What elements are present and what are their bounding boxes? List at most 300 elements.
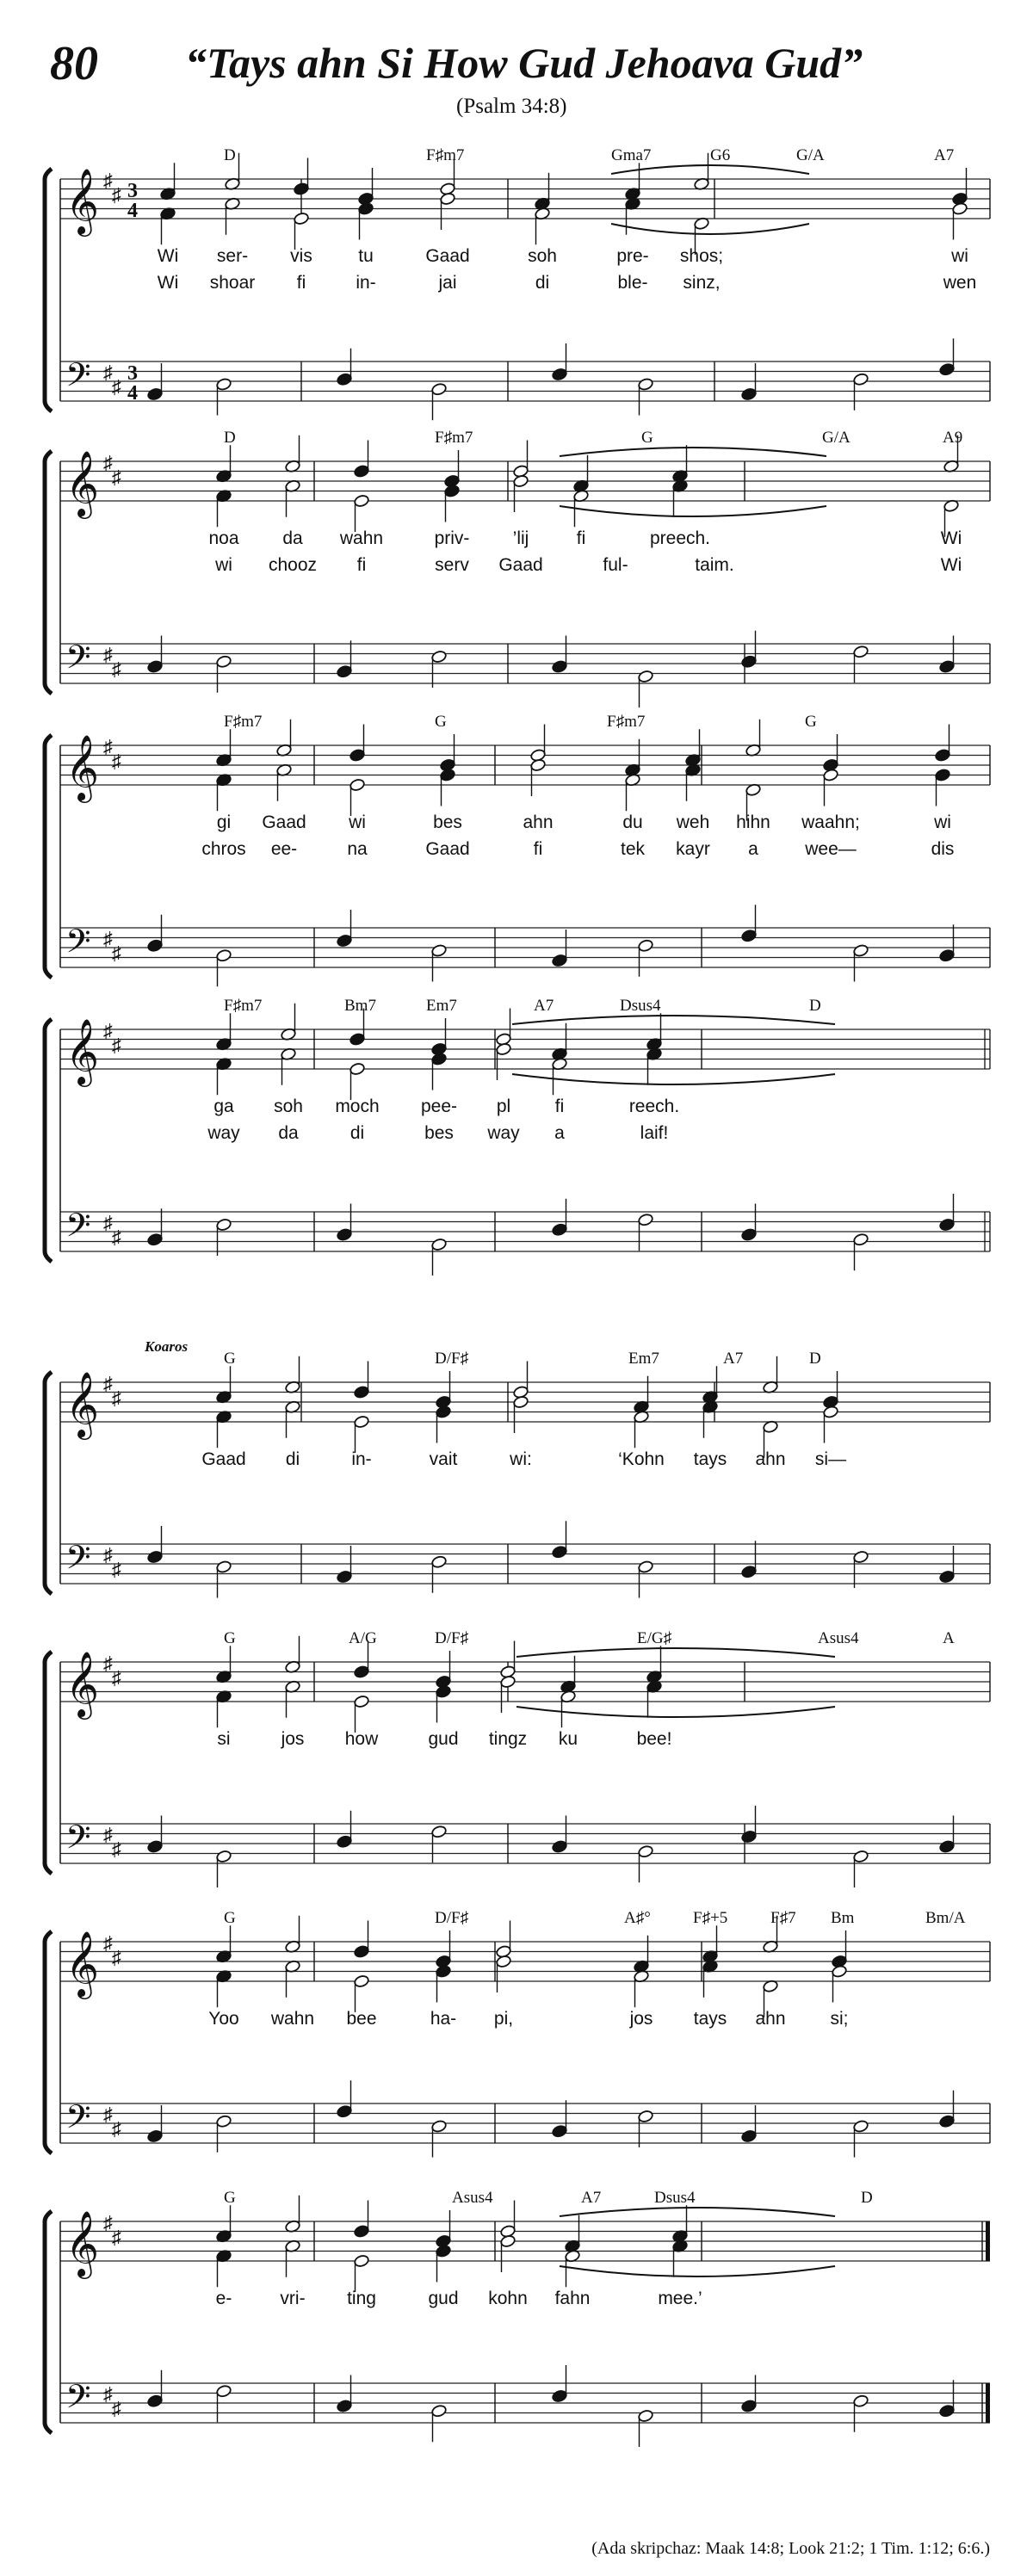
system-4-bass-key-sharp-f: ♯: [103, 1212, 113, 1233]
system-1-melody-note: [294, 182, 310, 196]
system-7-treble-key-sharp-f: ♯: [103, 1932, 113, 1954]
system-8-bass-note: [147, 2394, 164, 2408]
system-8-bass-clef-icon: 𝄢: [65, 2379, 91, 2423]
system-5-lyric-syllable: ‘Kohn: [618, 1449, 665, 1469]
system-3-lyric-syllable: hihn: [736, 812, 770, 832]
system-2-lyric-syllable: Gaad: [498, 555, 543, 575]
system-3-lyric-syllable: dis: [931, 839, 955, 859]
system-5-lyric-syllable: in-: [351, 1449, 372, 1469]
scripture-references: (Ada skripchaz: Maak 14:8; Look 21:2; 1 Tim. 1:12; 6:6.): [591, 2539, 990, 2558]
system-8-lyric-syllable: ting: [347, 2289, 376, 2308]
system-1-bass-note: [552, 368, 568, 381]
treble-time-signature-top: 3: [127, 180, 138, 202]
system-8-chord-symbol: A7: [581, 2189, 602, 2207]
system-4-tie: [512, 1074, 835, 1084]
system-7-lyric-syllable: ha-: [430, 2009, 457, 2029]
system-1-chord-symbol: F♯m7: [426, 146, 465, 164]
system-2-alto-note: [513, 474, 529, 488]
system-4-chord-symbol: D: [809, 997, 821, 1015]
system-7-chord-symbol: Bm/A: [925, 1909, 966, 1927]
system-5-lyric-syllable: di: [285, 1449, 300, 1469]
system-5-chord-symbol: G: [224, 1350, 236, 1368]
system-2-lyric-syllable: wahn: [339, 528, 384, 548]
system-1-chord-symbol: D: [224, 146, 236, 164]
system-7-bass-key-sharp-c: ♯: [112, 2118, 121, 2140]
system-1-lyric-syllable: shos;: [679, 246, 724, 266]
system-1-bass-note: [939, 362, 956, 376]
system-3-chord-symbol: G: [805, 713, 817, 731]
system-2-chord-symbol: D: [224, 429, 236, 447]
system-2-tie: [560, 506, 826, 516]
system-5-bass-key-sharp-f: ♯: [103, 1544, 113, 1566]
system-4-bass-note: [147, 1232, 164, 1246]
system-2-lyric-syllable: fi: [576, 528, 586, 548]
system-7-bass-note: [552, 2124, 568, 2138]
system-6-chord-symbol: A: [943, 1629, 955, 1647]
system-1-lyric-syllable: pre-: [616, 246, 649, 266]
system-6-lyric-syllable: bee!: [636, 1729, 672, 1749]
system-6-tie: [516, 1707, 835, 1717]
system-6-treble-clef-icon: 𝄞: [65, 1653, 100, 1716]
system-7-bass-note: [337, 2104, 353, 2118]
system-3-lyric-syllable: wee—: [805, 839, 857, 859]
system-5-chord-symbol: D/F♯: [435, 1350, 469, 1368]
system-2-treble-key-sharp-c: ♯: [112, 466, 121, 488]
system-3-lyric-syllable: ee-: [270, 839, 298, 859]
system-3-lyric-syllable: du: [622, 812, 643, 832]
system-5-melody-note: [354, 1386, 370, 1399]
system-3-melody-note: [349, 749, 366, 763]
system-7-bass-note: [147, 2129, 164, 2143]
system-2-lyric-syllable: ful-: [603, 555, 628, 575]
system-7-bass-note: [638, 2110, 654, 2123]
system-6-lyric-syllable: si: [217, 1729, 231, 1749]
system-5-lyric-syllable: tays: [693, 1449, 727, 1469]
system-3-bracket: [45, 735, 52, 978]
system-2-bass-key-sharp-f: ♯: [103, 644, 113, 665]
system-8-melody-note: [354, 2225, 370, 2239]
system-8-lyric-syllable: e-: [215, 2289, 232, 2308]
system-1-chord-symbol: G6: [710, 146, 731, 164]
system-8-bass-note: [939, 2404, 956, 2418]
system-2-bass-clef-icon: 𝄢: [65, 639, 91, 683]
system-5-bass-note: [431, 1555, 448, 1569]
system-5-lyric-syllable: si—: [814, 1449, 847, 1469]
system-6-lyric-syllable: tingz: [488, 1729, 528, 1749]
system-1-treble-key-sharp-f: ♯: [103, 170, 113, 191]
system-2-lyric-syllable: da: [282, 528, 303, 548]
system-3-lyric-syllable: ahn: [523, 812, 554, 832]
system-4-bracket: [45, 1019, 52, 1262]
system-4-lyric-syllable: fi: [554, 1096, 565, 1116]
system-2-alto-note: [354, 494, 370, 508]
system-2-lyric-syllable: noa: [208, 528, 239, 548]
system-4-chord-symbol: Dsus4: [620, 997, 661, 1015]
system-8-bass-note: [337, 2400, 353, 2413]
system-3-bass-note: [638, 939, 654, 953]
system-6-bass-note: [552, 1840, 568, 1854]
system-4-lyric-syllable: way: [487, 1123, 520, 1143]
system-2-bass-note: [853, 645, 869, 658]
system-7-bass-note: [939, 2115, 956, 2128]
system-6-lyric-syllable: how: [344, 1729, 379, 1749]
system-2-chord-symbol: F♯m7: [435, 429, 473, 447]
system-4-lyric-syllable: a: [554, 1123, 565, 1143]
system-4-lyric-syllable: pee-: [420, 1096, 458, 1116]
system-3-alto-note: [935, 769, 951, 782]
system-3-chord-symbol: F♯m7: [607, 713, 646, 731]
system-7-treble-key-sharp-c: ♯: [112, 1947, 121, 1968]
system-2-bass-note: [638, 670, 654, 683]
system-4-bass-note: [741, 1228, 758, 1242]
system-5-bass-note: [853, 1550, 869, 1564]
system-1-lyric-syllable: wi: [951, 246, 968, 266]
system-1-bass-note: [741, 387, 758, 401]
system-8-lyric-syllable: mee.’: [658, 2289, 702, 2308]
system-4-lyric-syllable: moch: [335, 1096, 380, 1116]
system-3-bass-key-sharp-c: ♯: [112, 942, 121, 964]
system-4-lyric-syllable: ga: [213, 1096, 234, 1116]
system-6-bass-clef-icon: 𝄢: [65, 1819, 91, 1863]
system-6-bass-note: [939, 1840, 956, 1854]
system-4-chord-symbol: Bm7: [344, 997, 376, 1015]
system-3-lyric-syllable: a: [748, 839, 758, 859]
system-4-lyric-syllable: reech.: [628, 1096, 680, 1116]
system-1-lyric-syllable: soh: [528, 246, 557, 266]
system-1-bass-note: [337, 373, 353, 386]
system-4-lyric-syllable: laif!: [640, 1123, 669, 1143]
system-5-lyric-syllable: Gaad: [201, 1449, 246, 1469]
system-2-tie-upper: [560, 448, 826, 456]
system-5-bass-note: [552, 1545, 568, 1559]
system-1-lyric-syllable: jai: [438, 273, 457, 293]
system-3-lyric-syllable: waahn;: [801, 812, 860, 832]
system-2-lyric-syllable: Wi: [940, 555, 962, 575]
system-1-lyric-syllable: in-: [356, 273, 376, 293]
system-6-chord-symbol: A/G: [349, 1629, 377, 1647]
system-6-alto-note: [436, 1685, 452, 1699]
system-5-chord-symbol: A7: [723, 1350, 744, 1368]
system-4-alto-note: [349, 1062, 366, 1076]
system-2-bass-key-sharp-c: ♯: [112, 658, 121, 680]
system-3-bass-note: [939, 948, 956, 962]
system-1-bass-note: [853, 373, 869, 386]
system-2-lyric-syllable: taim.: [695, 555, 734, 575]
system-3-bass-note: [741, 929, 758, 942]
system-1-lyric-syllable: Wi: [157, 246, 179, 266]
system-4-bass-clef-icon: 𝄢: [65, 1208, 91, 1251]
system-6-bass-note: [337, 1835, 353, 1849]
system-6-chord-symbol: Asus4: [818, 1629, 859, 1647]
system-5-section-label: Koaros: [145, 1338, 189, 1355]
system-8-bass-note: [216, 2384, 232, 2398]
system-1-lyric-syllable: wen: [943, 273, 977, 293]
system-7-bass-clef-icon: 𝄢: [65, 2099, 91, 2143]
system-7-alto-note: [496, 1955, 512, 1968]
system-1-alto-note: [952, 202, 968, 216]
system-7-lyric-syllable: bee: [346, 2009, 377, 2029]
system-4-lyric-syllable: soh: [274, 1096, 303, 1116]
system-3-lyric-syllable: Gaad: [425, 839, 470, 859]
song-subtitle: (Psalm 34:8): [456, 95, 567, 118]
system-1-bass-clef-icon: 𝄢: [65, 357, 91, 401]
system-8-bass-note: [741, 2400, 758, 2413]
system-8-treble-key-sharp-f: ♯: [103, 2212, 113, 2233]
bass-time-signature-bottom: 4: [127, 382, 138, 405]
system-1-lyric-syllable: ser-: [216, 246, 249, 266]
system-1-alto-note: [294, 212, 310, 225]
system-5-bass-clef-icon: 𝄢: [65, 1540, 91, 1584]
system-4-bass-note: [216, 1218, 232, 1232]
system-4-bass-note: [431, 1238, 448, 1251]
system-8-lyric-syllable: kohn: [488, 2289, 528, 2308]
system-4-bass-note: [853, 1232, 869, 1246]
system-2-lyric-syllable: serv: [435, 555, 469, 575]
system-1-bass-note: [431, 382, 448, 396]
song-title: “Tays ahn Si How Gud Jehoava Gud”: [185, 39, 863, 87]
system-4-chord-symbol: Em7: [426, 997, 457, 1015]
system-7-alto-note: [832, 1965, 848, 1979]
system-7-chord-symbol: Bm: [831, 1909, 855, 1927]
system-1-tie: [611, 224, 809, 234]
system-2-alto-note: [444, 485, 461, 498]
system-6-lyric-syllable: jos: [281, 1729, 305, 1749]
system-5-lyric-syllable: vait: [429, 1449, 458, 1469]
system-3-lyric-syllable: chros: [201, 839, 246, 859]
system-8-lyric-syllable: gud: [428, 2289, 459, 2308]
system-3-alto-note: [440, 769, 456, 782]
system-5-alto-note: [513, 1395, 529, 1409]
system-6-tie-upper: [516, 1648, 835, 1657]
system-2-bass-note: [216, 655, 232, 669]
system-3-chord-symbol: G: [435, 713, 447, 731]
system-6-alto-note: [354, 1695, 370, 1708]
system-8-tie: [560, 2266, 835, 2276]
system-1-treble-key-sharp-c: ♯: [112, 184, 121, 206]
system-1-chord-symbol: Gma7: [611, 146, 652, 164]
system-1-bass-note: [147, 387, 164, 401]
system-7-bracket: [45, 1931, 52, 2153]
system-7-chord-symbol: A♯°: [624, 1909, 651, 1927]
system-7-bass-key-sharp-f: ♯: [103, 2103, 113, 2125]
system-6-bass-note: [216, 1850, 232, 1863]
system-8-treble-clef-icon: 𝄞: [65, 2213, 100, 2276]
system-3-lyric-syllable: bes: [433, 812, 462, 832]
system-7-lyric-syllable: tays: [693, 2009, 727, 2029]
system-2-chord-symbol: A9: [943, 429, 963, 447]
system-3-lyric-syllable: weh: [676, 812, 710, 832]
system-3-treble-key-sharp-c: ♯: [112, 751, 121, 772]
system-2-chord-symbol: G: [641, 429, 653, 447]
treble-time-signature-bottom: 4: [127, 200, 138, 222]
system-4-chord-symbol: A7: [534, 997, 554, 1015]
system-2-lyric-syllable: chooz: [268, 555, 318, 575]
system-7-alto-note: [436, 1965, 452, 1979]
system-8-alto-note: [354, 2254, 370, 2268]
system-2-chord-symbol: G/A: [822, 429, 851, 447]
system-5-lyric-syllable: ahn: [755, 1449, 786, 1469]
system-7-bass-note: [431, 2120, 448, 2134]
system-8-bracket: [45, 2211, 52, 2433]
system-5-bass-note: [638, 1560, 654, 1574]
system-4-lyric-syllable: bes: [424, 1123, 454, 1143]
system-5-bass-note: [939, 1570, 956, 1584]
system-4-lyric-syllable: da: [278, 1123, 299, 1143]
system-8-bass-note: [638, 2409, 654, 2423]
system-2-lyric-syllable: ’lij: [512, 528, 529, 548]
system-4-chord-symbol: F♯m7: [224, 997, 263, 1015]
system-8-tie-upper: [560, 2208, 835, 2216]
system-6-lyric-syllable: ku: [558, 1729, 578, 1749]
system-6-treble-key-sharp-f: ♯: [103, 1652, 113, 1674]
system-3-alto-note: [530, 758, 547, 772]
system-6-bass-key-sharp-f: ♯: [103, 1824, 113, 1845]
system-7-treble-clef-icon: 𝄞: [65, 1933, 100, 1996]
system-1-lyric-syllable: tu: [358, 246, 374, 266]
system-3-chord-symbol: F♯m7: [224, 713, 263, 731]
system-6-bracket: [45, 1652, 52, 1874]
system-8-lyric-syllable: fahn: [554, 2289, 591, 2308]
system-3-lyric-syllable: kayr: [676, 839, 710, 859]
system-7-lyric-syllable: pi,: [493, 2009, 514, 2029]
system-1-lyric-syllable: shoar: [209, 273, 256, 293]
system-8-lyric-syllable: vri-: [280, 2289, 306, 2308]
system-3-treble-key-sharp-f: ♯: [103, 736, 113, 757]
system-4-bass-note: [552, 1223, 568, 1237]
system-2-lyric-syllable: preech.: [649, 528, 711, 548]
system-5-alto-note: [354, 1415, 370, 1429]
system-1-bass-key-sharp-c: ♯: [112, 376, 121, 398]
system-5-treble-key-sharp-f: ♯: [103, 1373, 113, 1394]
system-8-bass-key-sharp-c: ♯: [112, 2398, 121, 2419]
system-4-lyric-syllable: pl: [496, 1096, 511, 1116]
system-3-lyric-syllable: fi: [533, 839, 543, 859]
system-5-chord-symbol: D: [809, 1350, 821, 1368]
system-3-alto-note: [823, 769, 839, 782]
system-6-treble-key-sharp-c: ♯: [112, 1667, 121, 1689]
system-6-chord-symbol: D/F♯: [435, 1629, 469, 1647]
system-4-bass-note: [939, 1218, 956, 1232]
system-4-treble-clef-icon: 𝄞: [65, 1021, 100, 1084]
system-1-treble-clef-icon: 𝄞: [65, 170, 100, 233]
system-2-lyric-syllable: priv-: [434, 528, 470, 548]
system-2-lyric-syllable: wi: [215, 555, 232, 575]
system-1-bracket: [45, 169, 52, 411]
system-1-lyric-syllable: ble-: [617, 273, 648, 293]
system-5-treble-key-sharp-c: ♯: [112, 1387, 121, 1409]
system-3-lyric-syllable: gi: [216, 812, 232, 832]
system-3-treble-clef-icon: 𝄞: [65, 737, 100, 800]
system-3-alto-note: [349, 778, 366, 792]
system-6-chord-symbol: E/G♯: [637, 1629, 672, 1647]
system-1-lyric-syllable: sinz,: [683, 273, 721, 293]
system-4-bass-note: [337, 1228, 353, 1242]
system-7-alto-note: [354, 1974, 370, 1988]
system-3-bass-note: [337, 934, 353, 948]
system-1-alto-note: [440, 192, 456, 206]
system-7-bass-note: [853, 2120, 869, 2134]
system-2-bass-note: [431, 650, 448, 664]
system-5-treble-clef-icon: 𝄞: [65, 1374, 100, 1436]
system-3-lyric-syllable: tek: [620, 839, 646, 859]
system-2-treble-clef-icon: 𝄞: [65, 453, 100, 516]
system-7-bass-note: [216, 2115, 232, 2128]
system-2-melody-note: [354, 465, 370, 479]
system-3-bass-note: [552, 954, 568, 967]
system-3-lyric-syllable: na: [347, 839, 368, 859]
system-7-lyric-syllable: ahn: [755, 2009, 786, 2029]
system-8-alto-note: [500, 2234, 516, 2248]
system-8-bass-note: [431, 2404, 448, 2418]
system-6-bass-key-sharp-c: ♯: [112, 1838, 121, 1860]
system-8-chord-symbol: G: [224, 2189, 236, 2207]
system-3-bass-clef-icon: 𝄢: [65, 924, 91, 967]
system-8-chord-symbol: Dsus4: [654, 2189, 696, 2207]
system-8-bass-note: [853, 2394, 869, 2408]
system-8-treble-key-sharp-c: ♯: [112, 2227, 121, 2248]
system-8-chord-symbol: D: [861, 2189, 873, 2207]
system-1-lyric-syllable: Wi: [157, 273, 179, 293]
system-5-chord-symbol: Em7: [628, 1350, 659, 1368]
system-1-lyric-syllable: vis: [290, 246, 312, 266]
system-4-alto-note: [431, 1053, 448, 1066]
system-1-bass-note: [216, 378, 232, 392]
system-7-bass-note: [741, 2129, 758, 2143]
system-5-alto-note: [823, 1405, 839, 1419]
system-7-melody-note: [354, 1945, 370, 1959]
system-5-bass-note: [337, 1570, 353, 1584]
system-1-alto-note: [358, 202, 374, 216]
system-4-treble-key-sharp-f: ♯: [103, 1020, 113, 1041]
system-2-lyric-syllable: fi: [356, 555, 367, 575]
system-1-lyric-syllable: di: [535, 273, 550, 293]
system-7-lyric-syllable: Yoo: [208, 2009, 239, 2029]
system-6-alto-note: [500, 1675, 516, 1689]
system-2-lyric-syllable: Wi: [940, 528, 962, 548]
system-3-bass-note: [431, 944, 448, 958]
system-7-lyric-syllable: si;: [830, 2009, 849, 2029]
system-1-chord-symbol: G/A: [796, 146, 825, 164]
song-number: 80: [50, 37, 98, 90]
system-7-lyric-syllable: jos: [629, 2009, 653, 2029]
system-7-chord-symbol: G: [224, 1909, 236, 1927]
system-7-lyric-syllable: wahn: [270, 2009, 315, 2029]
system-4-tie-upper: [512, 1016, 835, 1024]
system-5-bass-note: [741, 1565, 758, 1578]
system-5-bass-note: [216, 1560, 232, 1574]
system-6-lyric-syllable: gud: [428, 1729, 459, 1749]
system-8-chord-symbol: Asus4: [452, 2189, 493, 2207]
system-3-bass-note: [147, 939, 164, 953]
system-6-bass-note: [853, 1850, 869, 1863]
system-1-lyric-syllable: Gaad: [425, 246, 470, 266]
system-2-bass-note: [741, 655, 758, 669]
system-5-bass-note: [147, 1550, 164, 1564]
system-8-treble-end-barline-thick: [986, 2221, 990, 2261]
system-1-lyric-syllable: fi: [296, 273, 306, 293]
system-3-bass-note: [853, 944, 869, 958]
system-2-bass-note: [939, 660, 956, 674]
system-7-chord-symbol: D/F♯: [435, 1909, 469, 1927]
system-2-bass-note: [147, 660, 164, 674]
system-2-bracket: [45, 451, 52, 694]
bass-time-signature-top: 3: [127, 362, 138, 385]
system-2-bass-note: [552, 660, 568, 674]
system-1-bass-note: [638, 378, 654, 392]
system-6-bass-note: [741, 1830, 758, 1844]
system-4-alto-note: [496, 1042, 512, 1056]
system-8-bass-key-sharp-f: ♯: [103, 2383, 113, 2405]
